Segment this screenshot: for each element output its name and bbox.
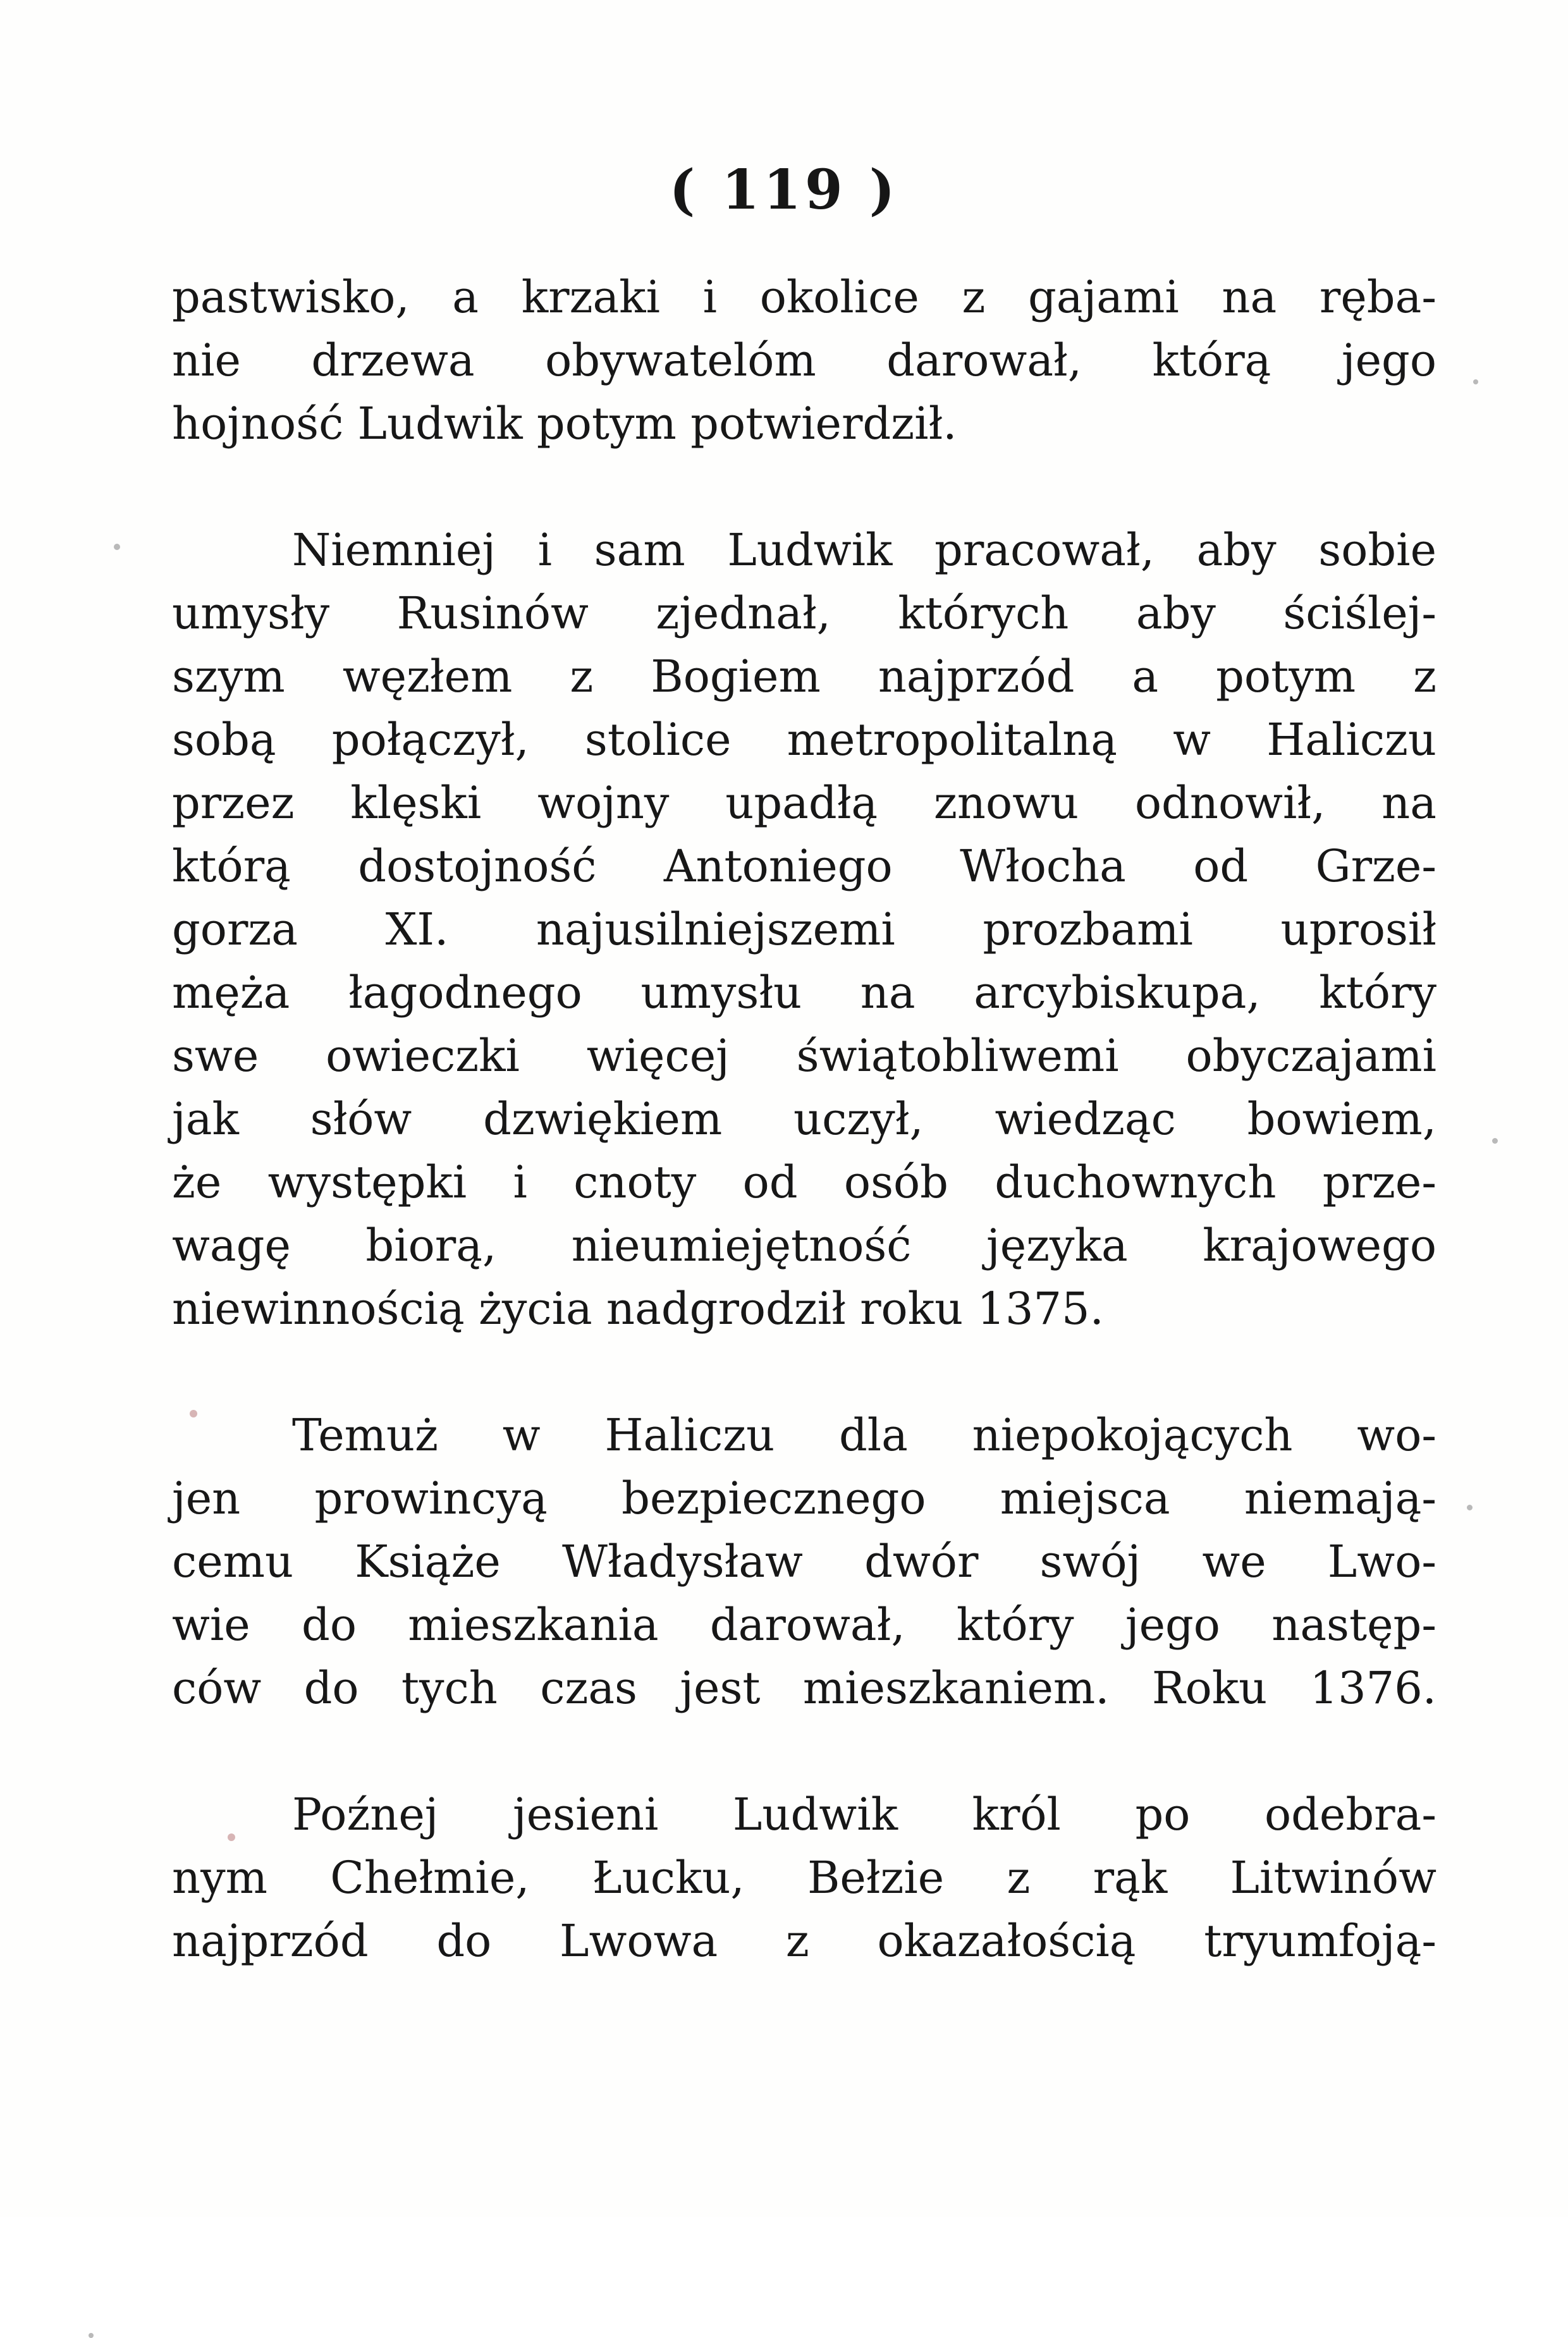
text-line: wagę biorą, nieumiejętność języka krajowego <box>172 1220 1436 1271</box>
print-speck <box>114 544 120 550</box>
text-line: Niemniej i sam Ludwik pracował, aby sobie <box>292 524 1436 576</box>
text-line: jak słów dzwiękiem uczył, wiedząc bowiem, <box>172 1093 1436 1145</box>
text-line: gorza XI. najusilniejszemi prozbami uprosił <box>172 903 1436 955</box>
page-number: ( 119 ) <box>669 158 899 222</box>
text-line: że występki i cnoty od osób duchownych prze- <box>172 1156 1436 1208</box>
text-line: pastwisko, a krzaki i okolice z gajami na ręba- <box>172 271 1436 323</box>
text-line: nie drzewa obywatelóm darował, którą jego <box>172 334 1436 386</box>
text-line: hojność Ludwik potym potwierdził. <box>172 398 957 450</box>
text-line: męża łagodnego umysłu na arcybiskupa, który <box>172 967 1436 1019</box>
text-line: Poźnej jesieni Ludwik król po odebra- <box>292 1789 1436 1840</box>
paragraph-1 <box>172 266 1436 455</box>
text-line: swe owieczki więcej świątobliwemi obyczajami <box>172 1030 1436 1082</box>
text-line: cemu Książe Władysław dwór swój we Lwo- <box>172 1536 1436 1588</box>
text-line: wie do mieszkania darował, który jego następ- <box>172 1599 1436 1651</box>
text-line: nym Chełmie, Łucku, Bełzie z rąk Litwinów <box>172 1852 1436 1904</box>
paragraph-3 <box>172 1404 1436 1720</box>
print-speck <box>228 1833 235 1841</box>
paragraph-4 <box>172 1783 1436 1973</box>
print-speck <box>89 2333 94 2338</box>
print-speck <box>1473 379 1478 384</box>
text-line: przez klęski wojny upadłą znowu odnowił, na <box>172 777 1436 829</box>
text-line: Temuż w Haliczu dla niepokojących wo- <box>292 1409 1436 1461</box>
text-line: najprzód do Lwowa z okazałością tryumfoją- <box>172 1915 1436 1967</box>
print-speck <box>1467 1505 1473 1510</box>
paragraph-2 <box>172 518 1436 1340</box>
text-line: niewinnością życia nadgrodził roku 1375. <box>172 1283 1104 1335</box>
text-line: sobą połączył, stolice metropolitalną w Haliczu <box>172 714 1436 766</box>
text-line: którą dostojność Antoniego Włocha od Grze- <box>172 840 1436 892</box>
text-line: jen prowincyą bezpiecznego miejsca niemają- <box>172 1472 1436 1524</box>
page-text <box>172 266 1436 2036</box>
print-speck <box>1492 1138 1498 1144</box>
text-line: ców do tych czas jest mieszkaniem. Roku 1376. <box>172 1662 1436 1714</box>
print-speck <box>190 1410 197 1417</box>
text-line: umysły Rusinów zjednał, których aby ściślej- <box>172 587 1436 639</box>
text-line: szym węzłem z Bogiem najprzód a potym z <box>172 651 1436 702</box>
